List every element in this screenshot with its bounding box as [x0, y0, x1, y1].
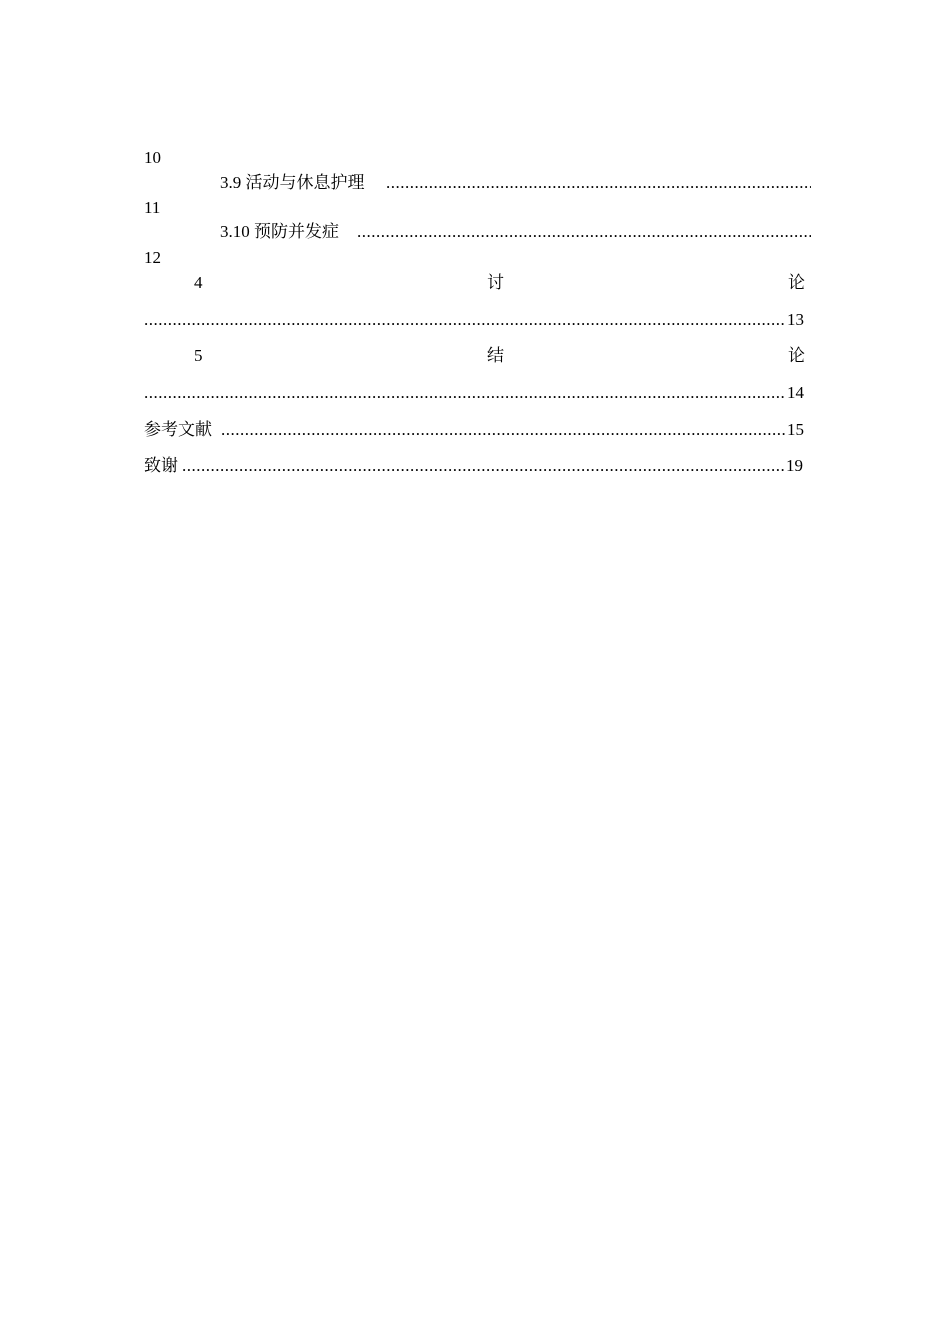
- toc-entry-acknowledgements[interactable]: 致谢: [144, 456, 178, 475]
- toc-leader-dots: [221, 420, 786, 440]
- toc-entry-title: 活动与休息护理: [245, 173, 365, 192]
- toc-page-number: 15: [787, 420, 804, 439]
- toc-page-number: 11: [144, 198, 161, 217]
- toc-page-number: 10: [144, 148, 161, 167]
- toc-leader-dots: [386, 173, 811, 193]
- toc-entry-3-9[interactable]: [220, 173, 365, 193]
- toc-entry-title: 预防并发症: [254, 222, 339, 241]
- toc-entry-5-number[interactable]: 5: [194, 346, 203, 365]
- toc-leader-dots: [357, 222, 811, 242]
- toc-entry-number: 3.10: [220, 222, 250, 241]
- toc-entry-4-title-char[interactable]: 论: [788, 273, 805, 292]
- toc-page-number: 12: [144, 248, 161, 267]
- toc-entry-5-title-char[interactable]: 论: [788, 346, 805, 365]
- toc-entry-number: 3.9: [220, 173, 242, 192]
- toc-page-number: 14: [787, 383, 804, 402]
- toc-leader-dots: [144, 310, 786, 330]
- toc-entry-5-title-char[interactable]: 结: [487, 346, 504, 365]
- toc-leader-dots: [182, 456, 785, 476]
- toc-entry-4-title-char[interactable]: 讨: [487, 273, 504, 292]
- toc-page-number: 19: [786, 456, 803, 475]
- toc-entry-references[interactable]: 参考文献: [144, 420, 212, 439]
- toc-leader-dots: [144, 383, 786, 403]
- toc-page-number: 13: [787, 310, 804, 329]
- toc-entry-4-number[interactable]: 4: [194, 273, 203, 292]
- toc-entry-3-10[interactable]: [220, 222, 339, 242]
